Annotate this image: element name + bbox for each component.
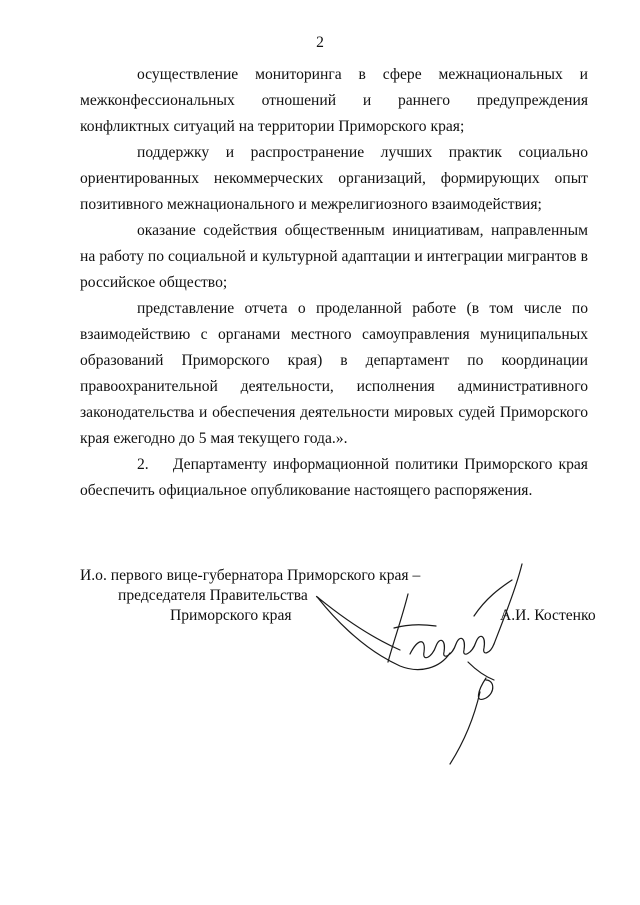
signatory-position-line-3: Приморского края bbox=[170, 607, 292, 624]
signatory-name: А.И. Костенко bbox=[500, 607, 596, 624]
paragraph-report: представление отчета о проделанной работе (в том числе по взаимодействию с органами местного самоуправления муниципальных образований Приморского края) в департамент по координации правоохранительной деятельности, исполнения административного законодательства и обеспечения деятельности мировых судей Приморского края ежегодно до 5 мая текущего года.». bbox=[80, 300, 588, 447]
handwritten-signature bbox=[290, 558, 530, 768]
signature-block bbox=[80, 566, 600, 766]
paragraph-assist-initiatives: оказание содействия общественным инициативам, направленным на работу по социальной и культурной адаптации и интеграции мигрантов в российское общество; bbox=[80, 222, 588, 291]
paragraph-monitoring: осуществление мониторинга в сфере межнациональных и межконфессиональных отношений и раннего предупреждения конфликтных ситуаций на территории Приморского края; bbox=[80, 66, 588, 135]
signatory-position-line-2: председателя Правительства bbox=[118, 587, 308, 604]
page-number: 2 bbox=[316, 34, 324, 51]
document-body bbox=[80, 62, 588, 504]
signatory-position-line-1: И.о. первого вице-губернатора Приморского края – bbox=[80, 567, 421, 584]
paragraph-support-practices: поддержку и распространение лучших практик социально ориентированных некоммерческих организаций, формирующих опыт позитивного межнационального и межрелигиозного взаимодействия; bbox=[80, 144, 588, 213]
paragraph-item-2: 2. Департаменту информационной политики Приморского края обеспечить официальное опубликование настоящего распоряжения. bbox=[80, 456, 588, 499]
